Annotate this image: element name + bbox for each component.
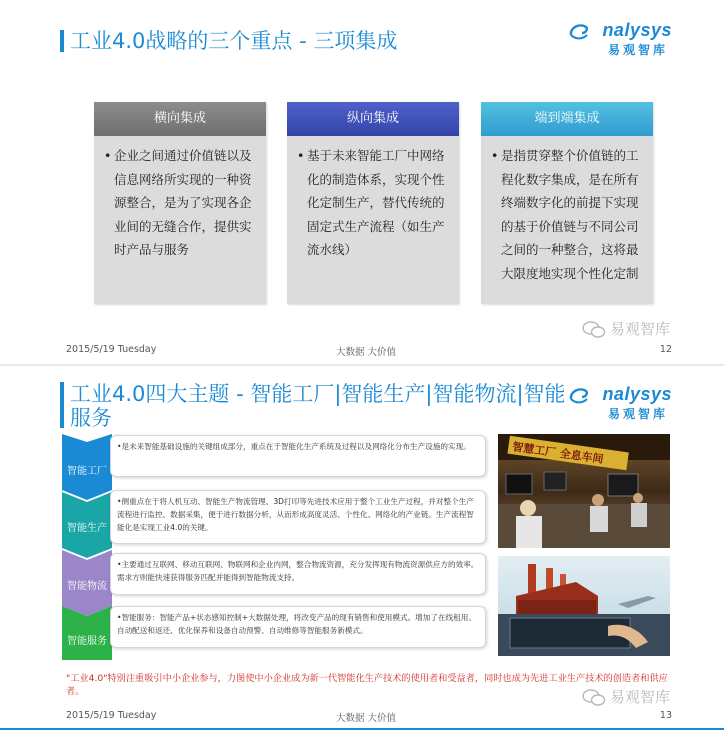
analysys-logo <box>562 384 672 424</box>
logo-text-cn: 易观智库 <box>607 407 668 421</box>
theme-label-smart-production: 智能生产 <box>67 523 107 534</box>
smart-factory-photo <box>498 434 670 548</box>
card-text: 是指贯穿整个价值链的工程化数字集成，是在所有终端数字化的前提下实现的基于价值链与不同公司之间的一种整合，这将最大限度地实现个性化定制 <box>501 148 639 281</box>
title-accent-bar <box>60 30 64 52</box>
card-horizontal-integration: 横向集成 • 企业之间通过价值链以及信息网络所实现的一种资源整合，是为了实现各企业间的无缝合作，提供实时产品与服务 <box>94 102 266 304</box>
card-end-to-end-integration: 端到端集成 • 是指贯穿整个价值链的工程化数字集成，是在所有终端数字化的前提下实现的基于价值链与不同公司之间的一种整合，这将最大限度地实现个性化定制 <box>481 102 653 304</box>
card-header: 纵向集成 <box>287 102 459 136</box>
card-header: 端到端集成 <box>481 102 653 136</box>
card-text: 企业之间通过价值链以及信息网络所实现的一种资源整合，是为了实现各企业间的无缝合作，提供实时产品与服务 <box>114 148 252 257</box>
page-number: 13 <box>659 710 672 721</box>
footer-slogan: 大数据 大价值 <box>336 713 397 724</box>
theme-desc-smart-service: •智能服务：智能产品+状态感知控制+大数据处理，将改变产品的现有销售和使用模式。增加了在线租用、自动配送和返还、优化保养和设备自动预警、自动维修等智能服务新模式。 <box>110 606 486 648</box>
slide-title-line2: 服务 <box>70 406 112 430</box>
logo-text-en: nalysys <box>602 20 672 40</box>
wechat-watermark <box>582 318 670 339</box>
factory-sign-text: 智慧工厂 全息车间 <box>511 440 605 466</box>
wechat-watermark-text: 易观智库 <box>609 320 670 338</box>
title-accent-bar <box>60 382 64 428</box>
theme-desc-smart-logistics: •主要通过互联网、移动互联网、物联网和企业内网，整合物流资源，充分发挥现有物流资源供应方的效率。需求方则能快速获得服务匹配并能得到智能物流支持。 <box>110 553 486 595</box>
theme-label-smart-service: 智能服务 <box>67 636 107 647</box>
digital-factory-photo <box>498 556 670 656</box>
card-text: 基于未来智能工厂中网络化的制造体系，实现个性化定制生产，替代传统的固定式生产流程（如生产流水线） <box>307 148 445 257</box>
logo-swirl-icon <box>568 385 590 405</box>
theme-label-smart-factory: 智能工厂 <box>67 466 107 477</box>
card-vertical-integration: 纵向集成 • 基于未来智能工厂中网络化的制造体系，实现个性化定制生产，替代传统的固定式生产流程（如生产流水线） <box>287 102 459 304</box>
theme-label-smart-logistics: 智能物流 <box>67 581 107 592</box>
analysys-logo <box>562 20 672 60</box>
footer-date: 2015/5/19 Tuesday <box>66 344 157 355</box>
logo-text-cn: 易观智库 <box>607 43 668 57</box>
wechat-watermark <box>582 686 670 707</box>
slide-title-line1: 工业4.0四大主题 - 智能工厂|智能生产|智能物流|智能 <box>70 382 566 406</box>
footer-date: 2015/5/19 Tuesday <box>66 710 157 721</box>
highlight-note: "工业4.0"特别注重吸引中小企业参与，力图使中小企业成为新一代智能化生产技术的使用者和受益者，同时也成为先进工业生产技术的创造者和供应者。 <box>66 673 668 697</box>
wechat-icon <box>582 689 606 707</box>
logo-swirl-icon <box>568 21 590 41</box>
theme-desc-smart-production: •侧重点在于将人机互动、智能生产物流管理、3D打印等先进技术应用于整个工业生产过程，并对整个生产流程进行监控、数据采集，便于进行数据分析，从而形成高度灵活、个性化、网络化的产业链。生产流程智能化是实现工业4.0的关键。 <box>110 490 486 544</box>
page-number: 12 <box>659 344 672 355</box>
wechat-icon <box>582 321 606 339</box>
footer-slogan: 大数据 大价值 <box>336 347 397 358</box>
wechat-watermark-text: 易观智库 <box>609 688 670 706</box>
slide-title: 工业4.0战略的三个重点 - 三项集成 <box>70 29 398 53</box>
logo-text-en: nalysys <box>602 384 672 404</box>
card-header: 横向集成 <box>94 102 266 136</box>
theme-desc-smart-factory: •是未来智能基础设施的关键组成部分，重点在于智能化生产系统及过程以及网络化分布生产设施的实现。 <box>110 435 486 477</box>
